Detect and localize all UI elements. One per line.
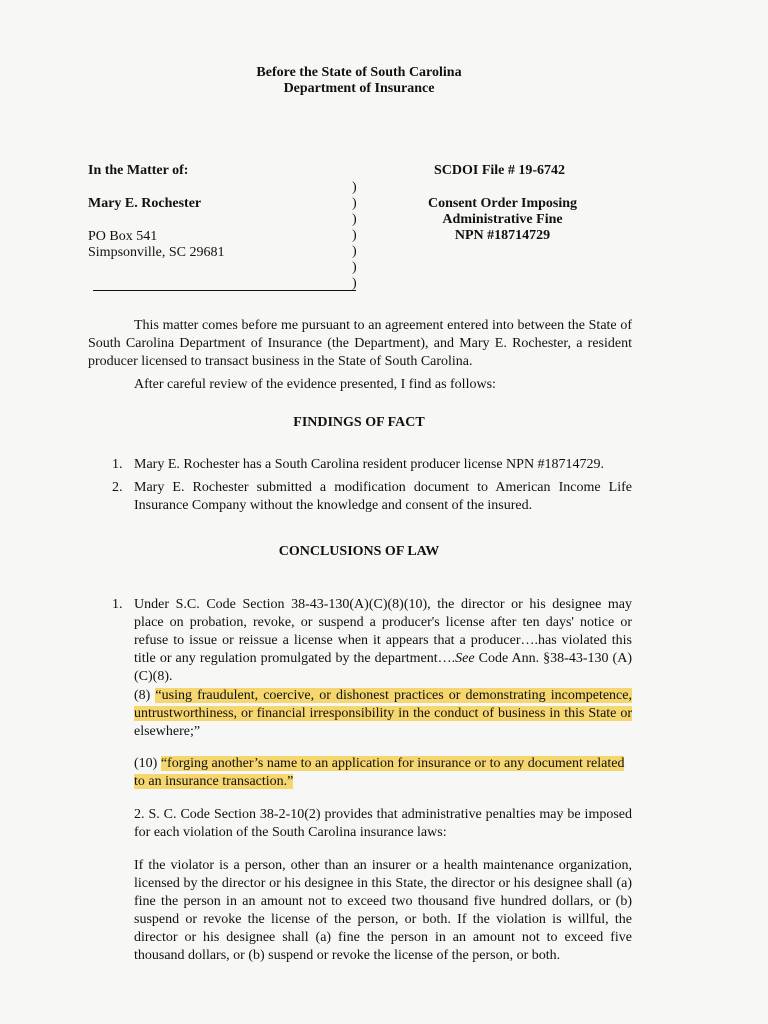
conclusions-heading: CONCLUSIONS OF LAW — [278, 544, 440, 559]
quote-subsection-10: (10) “forging another’s name to an application for insurance or to any document related to an insurance transaction.” — [134, 756, 625, 789]
conclusion-number: 1. — [112, 597, 123, 612]
finding-text: Mary E. Rochester submitted a modification document to American Income Life Insurance Company without the knowledge and consent of the insured. — [134, 480, 632, 513]
respondent-name: Mary E. Rochester — [88, 196, 202, 211]
order-title-line-1: Consent Order Imposing — [427, 196, 578, 211]
caption-paren: ) — [352, 276, 357, 291]
statute-quote: If the violator is a person, other than an insurer or a health maintenance organization, licensed by the director or his designee in this State, the director or his designee shall (a) fine the person in an amount not to exceed two thousand five hundred dollars, or (b) suspend or revoke the license of the person, or both. If the violation is willful, the director or his designee shall (a) fine the person in an amount not to exceed five thousand dollars, or (b) suspend or revoke the license of the person, or both. — [134, 858, 632, 963]
finding-number: 1. — [112, 457, 123, 472]
caption-rule — [93, 290, 356, 291]
caption-paren: ) — [352, 260, 357, 275]
highlighted-quote: “forging another’s name to an application for insurance or to any document related to an insurance transaction.” — [134, 756, 625, 789]
caption-paren: ) — [352, 228, 357, 243]
finding-text: Mary E. Rochester has a South Carolina resident producer license NPN #18714729. — [134, 457, 605, 472]
conclusion-2-text: 2. S. C. Code Section 38-2-10(2) provides that administrative penalties may be imposed for each violation of the South Carolina insurance laws: — [134, 807, 632, 840]
file-number: SCDOI File # 19-6742 — [434, 163, 566, 178]
caption-paren: ) — [352, 244, 357, 259]
caption-paren: ) — [352, 212, 357, 227]
address-line-2: Simpsonville, SC 29681 — [88, 245, 225, 260]
review-statement: After careful review of the evidence presented, I find as follows: — [134, 377, 496, 392]
finding-number: 2. — [112, 480, 123, 495]
caption-paren: ) — [352, 180, 357, 195]
highlighted-quote: “using fraudulent, coercive, or dishonest practices or demonstrating incompetence, untrustworthiness, or financial irresponsibility in the conduct of business in this State or — [134, 688, 632, 721]
in-the-matter-label: In the Matter of: — [88, 163, 189, 178]
intro-paragraph: This matter comes before me pursuant to an agreement entered into between the State of South Carolina Department of Insurance (the Department), and Mary E. Rochester, a resident producer licensed to transact business in the State of South Carolina. — [88, 318, 632, 369]
caption-paren: ) — [352, 196, 357, 211]
conclusion-text: Under S.C. Code Section 38-43-130(A)(C)(8)(10), the director or his designee may place on probation, revoke, or suspend a producer's license after ten days' notice or refuse to issue or reissue a license when it appears that a producer….has violated this title or any regulation promulgated by the department….See Code Ann. §38-43-130 (A)(C)(8). — [134, 597, 632, 684]
address-line-1: PO Box 541 — [88, 229, 158, 244]
header-department: Department of Insurance — [283, 81, 435, 96]
header-state: Before the State of South Carolina — [256, 65, 462, 80]
order-title-line-2: Administrative Fine — [442, 212, 563, 227]
npn-number: NPN #18714729 — [454, 228, 551, 243]
quote-subsection-8: (8) “using fraudulent, coercive, or dishonest practices or demonstrating incompetence, untrustworthiness, or financial irresponsibility in the conduct of business in this State or elsewhere;” — [134, 688, 632, 739]
findings-heading: FINDINGS OF FACT — [293, 415, 425, 430]
